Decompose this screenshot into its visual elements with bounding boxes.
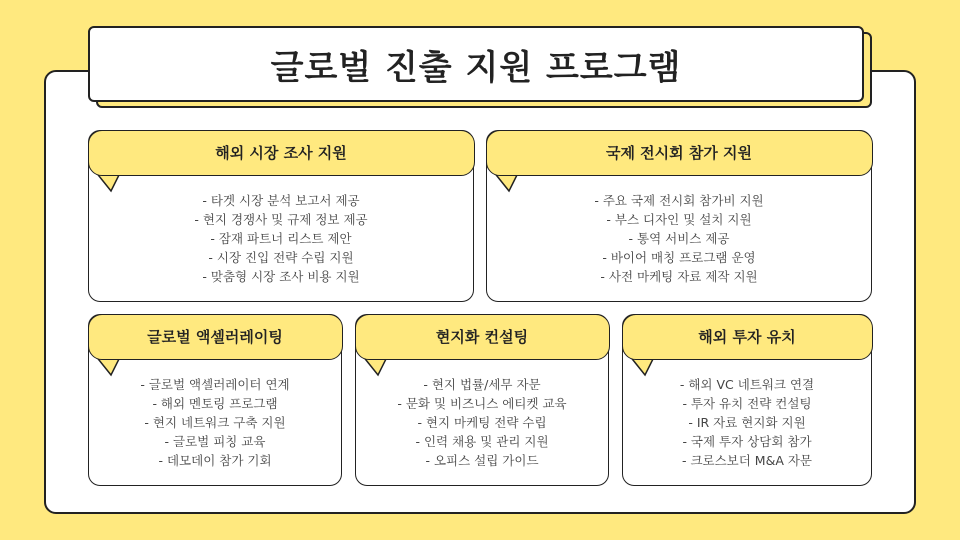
list-item: - 크로스보더 M&A 자문: [681, 453, 813, 468]
list-item: - 사전 마케팅 자료 제작 지원: [600, 269, 758, 284]
list-item: - 주요 국제 전시회 참가비 지원: [594, 193, 764, 208]
card-list: [487, 191, 871, 286]
list-item: - 잠재 파트너 리스트 제안: [210, 231, 352, 246]
card-heading-bar: [622, 314, 873, 360]
list-item: - 부스 디자인 및 설치 지원: [606, 212, 752, 227]
list-item: - 타겟 시장 분석 보고서 제공: [202, 193, 360, 208]
list-item: - 통역 서비스 제공: [628, 231, 730, 246]
card-trade-show: [486, 130, 872, 302]
card-accelerating: [88, 314, 342, 486]
title-box: [88, 26, 864, 102]
list-item: - 해외 VC 네트워크 연결: [679, 377, 815, 392]
list-item: - 현지 마케팅 전략 수립: [417, 415, 547, 430]
list-item: - 데모데이 참가 기회: [158, 453, 272, 468]
list-item: - 문화 및 비즈니스 에티켓 교육: [397, 396, 567, 411]
card-heading-bar: [355, 314, 610, 360]
card-list: [623, 375, 871, 470]
list-item: - 글로벌 액셀러레이터 연계: [140, 377, 290, 392]
list-item: - 인력 채용 및 관리 지원: [415, 434, 549, 449]
card-heading: 국제 전시회 참가 지원: [605, 144, 753, 162]
list-item: - 국제 투자 상담회 참가: [682, 434, 812, 449]
card-heading-bar: [486, 130, 873, 176]
card-investment: [622, 314, 872, 486]
card-heading: 해외 투자 유치: [698, 328, 796, 346]
page-title: 글로벌 진출 지원 프로그램: [270, 47, 682, 88]
card-localization: [355, 314, 609, 486]
list-item: - 오피스 설립 가이드: [425, 453, 539, 468]
card-heading: 해외 시장 조사 지원: [215, 144, 347, 162]
card-heading-bar: [88, 130, 475, 176]
list-item: - 바이어 매칭 프로그램 운영: [602, 250, 756, 265]
list-item: - 시장 진입 전략 수립 지원: [208, 250, 354, 265]
list-item: - 맞춤형 시장 조사 비용 지원: [202, 269, 360, 284]
list-item: - IR 자료 현지화 지원: [688, 415, 806, 430]
list-item: - 현지 법률/세무 자문: [423, 377, 541, 392]
list-item: - 해외 멘토링 프로그램: [152, 396, 278, 411]
list-item: - 투자 유치 전략 컨설팅: [682, 396, 812, 411]
card-list: [356, 375, 608, 470]
card-market-research: [88, 130, 474, 302]
card-list: [89, 191, 473, 286]
list-item: - 현지 네트워크 구축 지원: [144, 415, 286, 430]
card-list: [89, 375, 341, 470]
card-heading: 글로벌 액셀러레이팅: [147, 328, 283, 346]
list-item: - 현지 경쟁사 및 규제 정보 제공: [194, 212, 368, 227]
list-item: - 글로벌 피칭 교육: [164, 434, 266, 449]
card-heading-bar: [88, 314, 343, 360]
card-heading: 현지화 컨설팅: [435, 328, 529, 346]
